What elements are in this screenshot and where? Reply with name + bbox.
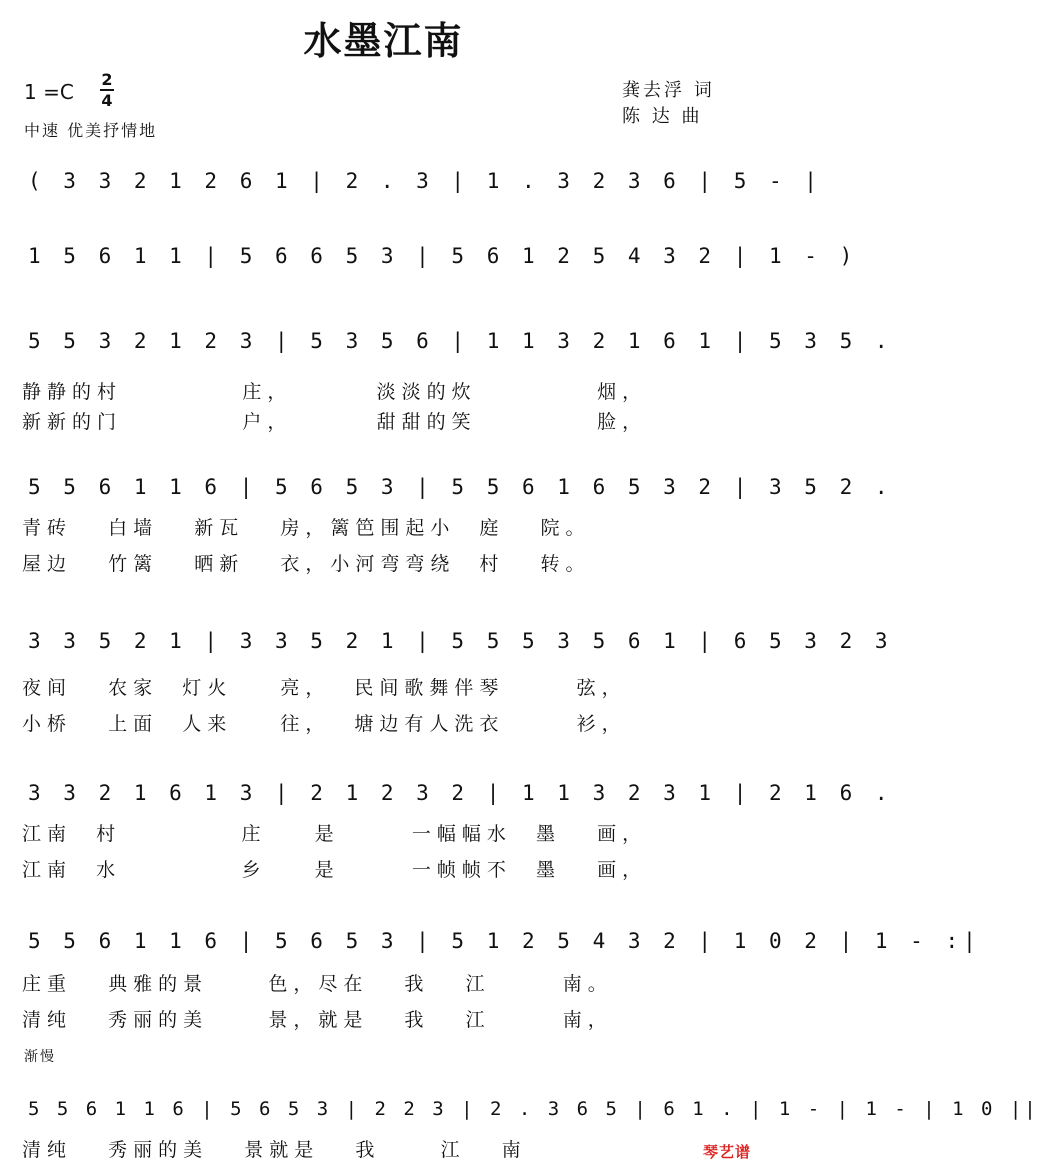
lyricist-credit: 龚去浮 词 bbox=[622, 80, 715, 101]
system-7-lyric-verse-2: 清纯 秀丽的美 景，就是 我 江 南， bbox=[22, 1009, 613, 1031]
tempo-marking: 中速 优美抒情地 bbox=[24, 121, 158, 140]
system-3-lyric-verse-2: 新新的门 户， 甜甜的笑 脸， bbox=[22, 411, 648, 433]
ritardando-marking: 渐慢 bbox=[24, 1049, 56, 1065]
system-8-lyric-verse-1: 清纯 秀丽的美 景就是 我 江 南 bbox=[22, 1139, 527, 1161]
time-signature-top: 2 bbox=[101, 70, 113, 89]
system-7-lyric-verse-1: 庄重 典雅的景 色，尽在 我 江 南。 bbox=[22, 973, 613, 995]
system-4-lyric-verse-1: 青砖 白墙 新瓦 房，篱笆围起小 庭 院。 bbox=[22, 517, 591, 539]
system-4-lyric-verse-2: 屋边 竹篱 晒新 衣，小河弯弯绕 村 转。 bbox=[22, 553, 591, 575]
time-signature bbox=[100, 70, 114, 110]
composer-credit: 陈 达 曲 bbox=[622, 106, 703, 127]
site-logo: 琴艺谱 bbox=[702, 1143, 751, 1161]
system-6-lyric-verse-2: 江南 水 乡 是 一帧帧不 墨 画， bbox=[22, 859, 648, 881]
system-5-lyric-verse-2: 小桥 上面 人来 往， 塘边有人洗衣 衫， bbox=[22, 713, 627, 735]
system-5-notes: 3 3 5 2 1 | 3 3 5 2 1 | 5 5 5 3 5 6 1 | 6 5 3 2 3 bbox=[28, 629, 893, 653]
system-2-notes: 1 5 6 1 1 | 5 6 6 5 3 | 5 6 1 2 5 4 3 2 | 1 - ) bbox=[28, 244, 858, 268]
system-1-notes: ( 3 3 2 1 2 6 1 | 2 . 3 | 1 . 3 2 3 6 | 5 - | bbox=[28, 169, 822, 193]
time-signature-bottom: 4 bbox=[101, 91, 113, 110]
system-8-notes: 5 5 6 1 1 6 | 5 6 5 3 | 2 2 3 | 2 . 3 6 5 | 6 1 . | 1 - | 1 - | 1 0 || bbox=[28, 1098, 1039, 1120]
system-6-lyric-verse-1: 江南 村 庄 是 一幅幅水 墨 画， bbox=[22, 823, 648, 845]
system-3-lyric-verse-1: 静静的村 庄， 淡淡的炊 烟， bbox=[22, 381, 648, 403]
system-3-notes: 5 5 3 2 1 2 3 | 5 3 5 6 | 1 1 3 2 1 6 1 | 5 3 5 . bbox=[28, 329, 893, 353]
system-4-notes: 5 5 6 1 1 6 | 5 6 5 3 | 5 5 6 1 6 5 3 2 | 3 5 2 . bbox=[28, 475, 893, 499]
page-title: 水墨江南 bbox=[303, 19, 464, 63]
system-6-notes: 3 3 2 1 6 1 3 | 2 1 2 3 2 | 1 1 3 2 3 1 | 2 1 6 . bbox=[28, 781, 893, 805]
system-5-lyric-verse-1: 夜间 农家 灯火 亮， 民间歌舞伴琴 弦， bbox=[22, 677, 627, 699]
key-signature: 1 =C bbox=[24, 80, 74, 104]
system-7-notes: 5 5 6 1 1 6 | 5 6 5 3 | 5 1 2 5 4 3 2 | 1 0 2 | 1 - :| bbox=[28, 929, 981, 953]
